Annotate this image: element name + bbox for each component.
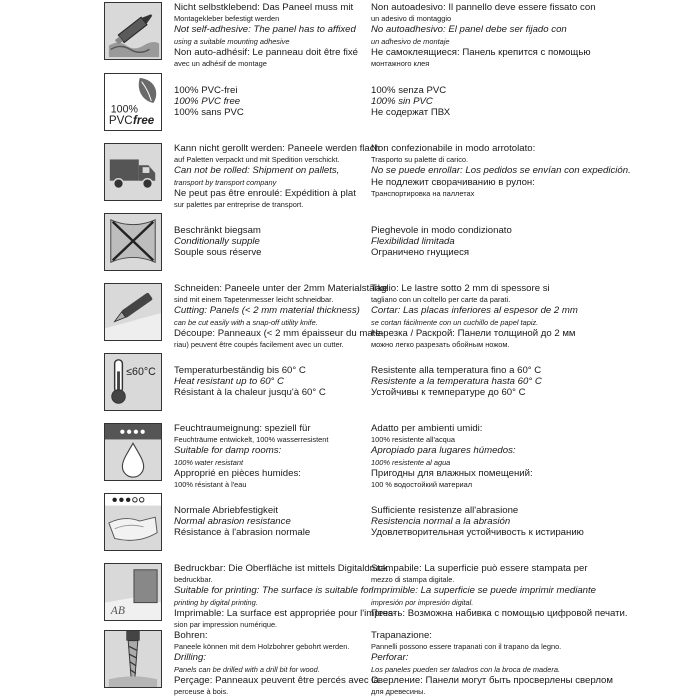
text-col-left: [174, 2, 364, 69]
feature-text-line: bedruckbar.: [174, 575, 213, 585]
feature-text-line: Adatto per ambienti umidi:: [371, 423, 483, 434]
feature-text-line: Suitable for printing: The surface is suitable for: [174, 585, 372, 597]
feature-text-line: Normale Abriebfestigkeit: [174, 505, 278, 516]
feature-text-line: Sufficiente resistenze all'abrasione: [371, 505, 519, 516]
text-col-right: [371, 85, 691, 119]
text-col-left: [174, 365, 364, 399]
feature-text-line: 100% sin PVC: [371, 96, 433, 108]
feature-text-line: Imprimible: La superficie se puede imprimir mediante: [371, 585, 597, 597]
feature-text-line: Транспортировка на паллетах: [371, 188, 475, 198]
temperature-limit-label: ≤60°C: [126, 366, 156, 379]
feature-text-line: Trasporto su palette di carico.: [371, 155, 469, 165]
feature-text-line: No autoadhesivo: El panel debe ser fijado con: [371, 24, 567, 36]
feature-text-line: Feuchtraumeignung: speziell für: [174, 423, 311, 434]
bending-restricted-icon: [104, 213, 162, 271]
feature-text-line: Apropiado para lugares húmedos:: [371, 445, 516, 457]
thermometer-icon: [104, 353, 162, 411]
feature-text-line: mezzo di stampa digitale.: [371, 575, 455, 585]
feature-text-line: Paneele können mit dem Holzbohrer gebohrt werden.: [174, 642, 350, 652]
feature-text-line: Non autoadesivo: Il pannello deve essere fissato con: [371, 2, 596, 13]
pvc-badge-percent: 100%: [110, 103, 138, 116]
feature-text-line: Résistance à l'abrasion normale: [174, 527, 311, 539]
feature-text-line: Kann nicht gerollt werden: Paneele werden flach: [174, 143, 380, 154]
feature-text-line: можно легко разрезать обойным ножом.: [371, 340, 510, 350]
text-col-left: [174, 630, 379, 697]
feature-text-line: Не подлежит сворачиванию в рулон:: [371, 176, 535, 188]
text-col-right: [371, 630, 691, 697]
pvc-badge-free: free: [133, 115, 155, 128]
feature-text-line: Temperaturbeständig bis 60° C: [174, 365, 306, 376]
feature-text-line: Pieghevole in modo condizionato: [371, 225, 512, 236]
pvc-free-leaf-icon: [104, 73, 162, 131]
feature-text-line: Suitable for damp rooms:: [174, 445, 282, 457]
feature-text-line: Nicht selbstklebend: Das Paneel muss mit: [174, 2, 354, 13]
text-col-right: [371, 563, 691, 619]
feature-text-line: can be cut easily with a snap-off utility knife.: [174, 317, 318, 327]
feature-text-line: impresión por impresión digital.: [371, 597, 474, 607]
text-col-right: [371, 365, 691, 399]
text-col-right: [371, 505, 691, 539]
feature-text-line: Bedruckbar: Die Oberfläche ist mittels Digitaldruck: [174, 563, 388, 574]
feature-text-line: Non confezionabile in modo arrotolato:: [371, 143, 536, 154]
text-col-right: [371, 283, 691, 350]
feature-text-line: Flexibilidad limitada: [371, 236, 455, 248]
feature-text-line: Découpe: Panneaux (< 2 mm épaisseur du mate-: [174, 327, 384, 339]
feature-text-line: Pannelli possono essere trapanati con il trapano da legno.: [371, 642, 562, 652]
feature-text-line: auf Paletten verpackt und mit Spedition verschickt.: [174, 155, 340, 165]
text-col-right: [371, 225, 691, 259]
feature-text-line: Resistencia normal a la abrasión: [371, 516, 511, 528]
feature-text-line: se cortan fácilmente con un cuchillo de papel tapiz.: [371, 317, 539, 327]
feature-text-line: Пригодны для влажных помещений:: [371, 467, 533, 479]
drill-icon: [104, 630, 162, 688]
delivery-truck-icon: [104, 143, 162, 201]
feature-text-line: Не самоклеящиеся: Панель крепится с помощью: [371, 46, 591, 58]
feature-text-line: riau) peuvent être coupés facilement avec un cutter.: [174, 340, 344, 350]
feature-text-line: Beschränkt biegsam: [174, 225, 261, 236]
text-col-left: [174, 85, 364, 119]
text-col-right: [371, 2, 691, 69]
feature-text-line: 100% PVC-frei: [174, 85, 238, 96]
feature-text-line: 100% senza PVC: [371, 85, 447, 96]
feature-text-line: Perçage: Panneaux peuvent être percés avec la: [174, 674, 379, 686]
feature-text-line: un adesivo di montaggio: [371, 14, 452, 24]
feature-text-line: 100% resistente all'acqua: [371, 435, 455, 445]
feature-text-line: Panels can be drilled with a drill bit for wood.: [174, 664, 320, 674]
feature-text-line: Resistente a la temperatura hasta 60° C: [371, 376, 542, 388]
feature-text-line: Heat resistant up to 60° C: [174, 376, 284, 388]
feature-text-line: un adhesivo de montaje: [371, 36, 450, 46]
text-col-right: [371, 143, 691, 199]
feature-text-line: Schneiden: Paneele unter der 2mm Materialstärke: [174, 283, 388, 294]
feature-text-line: Perforar:: [371, 652, 409, 664]
feature-text-line: Souple sous réserve: [174, 247, 262, 259]
feature-text-line: Résistant à la chaleur jusqu'à 60° C: [174, 387, 326, 399]
feature-text-line: Approprié en pièces humides:: [174, 467, 301, 479]
feature-text-line: Устойчивы к температуре до 60° C: [371, 387, 526, 399]
pvc-badge-pvc: PVC: [108, 115, 133, 128]
feature-text-line: 100% water resistant: [174, 457, 244, 467]
feature-text-line: sind mit einem Tapetenmesser leicht schneidbar.: [174, 295, 334, 305]
text-col-right: [371, 423, 691, 490]
feature-text-line: Resistente alla temperatura fino a 60° C: [371, 365, 542, 376]
abrasion-cloth-icon: [104, 493, 162, 551]
text-col-left: [174, 563, 397, 630]
feature-text-line: Conditionally supple: [174, 236, 260, 248]
text-col-left: [174, 143, 380, 210]
feature-text-line: Trapanazione:: [371, 630, 432, 641]
feature-text-line: Not self-adhesive: The panel has to affixed: [174, 24, 356, 36]
feature-text-line: Montagekleber befestigt werden: [174, 14, 280, 24]
feature-text-line: sur palettes par entreprise de transport.: [174, 200, 304, 210]
feature-text-line: 100 % водостойкий материал: [371, 480, 473, 490]
feature-text-line: 100% PVC free: [174, 96, 241, 108]
feature-text-line: монтажного клея: [371, 59, 430, 69]
text-col-left: [174, 283, 388, 350]
water-drop-icon: [104, 423, 162, 481]
feature-text-line: Non auto-adhésif: Le panneau doit être fixé: [174, 46, 359, 58]
utility-knife-icon: [104, 283, 162, 341]
feature-text-line: 100% résistant à l'eau: [174, 480, 247, 490]
feature-text-line: Stampabile: La superficie può essere stampata per: [371, 563, 588, 574]
feature-text-line: Не содержат ПВХ: [371, 107, 451, 119]
feature-text-line: Сверление: Панели могут быть просверлены сверлом: [371, 674, 613, 686]
feature-text-line: Cutting: Panels (< 2 mm material thickness): [174, 305, 360, 317]
feature-text-line: 100% resistente al agua: [371, 457, 451, 467]
feature-text-line: Feuchträume entwickelt, 100% wasserresistent: [174, 435, 329, 445]
text-col-left: [174, 505, 364, 539]
feature-text-line: Drilling:: [174, 652, 206, 664]
feature-text-line: 100% sans PVC: [174, 107, 244, 119]
feature-text-line: using a suitable mounting adhesive: [174, 36, 290, 46]
feature-text-line: Ne peut pas être enroulé: Expédition à plat: [174, 187, 356, 199]
feature-text-line: Can not be rolled: Shipment on pallets,: [174, 165, 340, 177]
feature-text-line: Los paneles pueden ser taladros con la broca de madera.: [371, 664, 560, 674]
feature-text-line: Normal abrasion resistance: [174, 516, 291, 528]
text-col-left: [174, 225, 364, 259]
text-col-left: [174, 423, 364, 490]
feature-text-line: для древесины.: [371, 687, 426, 697]
feature-text-line: Печать: Возможна набивка с помощью цифровой печати.: [371, 607, 628, 619]
feature-text-line: avec un adhésif de montage: [174, 59, 267, 69]
glue-cartridge-icon: [104, 2, 162, 60]
feature-text-line: tagliano con un coltello per carte da parati.: [371, 295, 511, 305]
feature-text-line: sion par impression numérique.: [174, 620, 278, 630]
feature-text-line: perceuse à bois.: [174, 687, 229, 697]
feature-text-line: printing by digital printing.: [174, 597, 258, 607]
feature-text-line: Bohren:: [174, 630, 208, 641]
feature-text-line: No se puede enrollar: Los pedidos se envían con expedición.: [371, 165, 631, 177]
printed-sample-text: AB: [110, 604, 125, 618]
feature-text-line: Удовлетворительная устойчивость к истиранию: [371, 527, 584, 539]
feature-text-line: Imprimable: La surface est appropriée pour l'impres-: [174, 607, 397, 619]
feature-text-line: Нарезка / Раскрой: Панели толщиной до 2 мм: [371, 327, 576, 339]
printing-icon: [104, 563, 162, 621]
feature-text-line: Ограничено гнущиеся: [371, 247, 470, 259]
feature-text-line: transport by transport company: [174, 177, 277, 187]
feature-text-line: Cortar: Las placas inferiores al espesor de 2 mm: [371, 305, 578, 317]
feature-text-line: Taglio: Le lastre sotto 2 mm di spessore si: [371, 283, 550, 294]
